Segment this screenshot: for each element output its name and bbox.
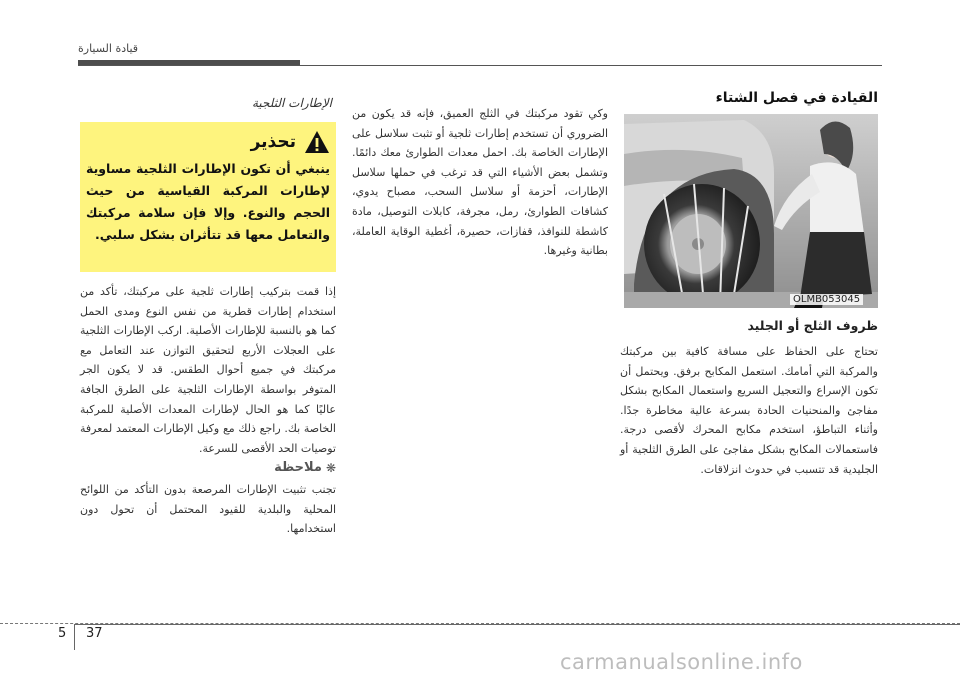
warning-text: ينبغي أن تكون الإطارات الثلجية مساوية لإطارات المركبة القياسية من حيث الحجم والنوع. وإلا فإن سلامة مركبتك والتعامل معها قد تتأثران بشكل سلبي. [86,161,330,242]
footer-rule [74,624,960,625]
winter-equipment-paragraph: وكي تقود مركبتك في الثلج العميق، فإنه قد يكون من الضروري أن تستخدم إطارات ثلجية أو تثبت سلاسل على الإطارات الخاصة بك. احمل معدات الطوارئ معك دائمًا. وتشمل بعض الأشياء التي قد ترغب في حملها سلاسل الإطارات، أحزمة أو سلاسل السحب، مصباح يدوي، كشافات الطوارئ، رمل، مجرفة، كابلات التوصيل، مادة كاشطة للنوافذ، قفازات، حصيرة، أغطية الوقاية العاملة، بطانية وغيرها. [352,107,608,258]
tire-chain-photo [624,114,878,308]
note-star-icon: ❋ [325,460,336,475]
header-rule [78,65,882,66]
photo-caption: OLMB053045 [790,294,863,305]
warning-box [80,122,336,272]
snow-tires-subheading: الإطارات الثلجية [251,96,332,110]
note-text: تجنب تثبيت الإطارات المرصعة بدون التأكد من اللوائح المحلية والبلدية للقيود المحتمل أن تحول دون استخدامها. [80,483,336,536]
footer-divider [74,624,75,650]
note-header [80,460,336,475]
chapter-number: 5 [58,626,67,641]
note-title: ملاحظة [274,460,322,475]
warning-header [86,130,330,154]
snow-ice-paragraph: تحتاج على الحفاظ على مسافة كافية بين مركبتك والمركبة التي أمامك. استعمل المكابح برفق. ويحتمل أن تكون الإسراع والتعجيل السريع واستعمال المكابح بشكل مفاجئ والمنحنيات الحادة بسرعة عالية مخاطرة جدًا. وأثناء التباطؤ، استخدم مكابح المحرك لأقصى درجة. فاستعمالات المكابح بشكل مفاجئ على الطرق الثلجية أو الجليدية قد تتسبب في حدوث انزلاقات. [620,345,878,476]
watermark: carmanualsonline.info [560,650,803,674]
page-number: 37 [86,626,103,641]
section-label: قيادة السيارة [78,42,139,55]
warning-triangle-icon [304,130,330,154]
winter-driving-title: القيادة في فصل الشتاء [715,90,878,106]
warning-title: تحذير [250,132,296,152]
snow-tires-paragraph: إذا قمت بتركيب إطارات ثلجية على مركبتك، تأكد من استخدام إطارات قطرية من نفس النوع ومدى الحمل كما هو بالنسبة للإطارات الأصلية. اركب الإطارات الثلجية على العجلات الأربع لتحقيق التوازن عند التعامل مع مركبتك في جميع أحوال الطقس. قد لا يكون الجر المتوفر بواسطة الإطارات الثلجية على الطرق الجافة عاليًا كما هو الحال لإطارات المعدات الأصلية للمركبة الخاصة بك. راجع ذلك مع وكيل الإطارات المعتمد لمعرفة توصيات الحد الأقصى للسرعة. [80,285,336,455]
snow-ice-subheading: ظروف الثلج أو الجليد [747,318,878,333]
